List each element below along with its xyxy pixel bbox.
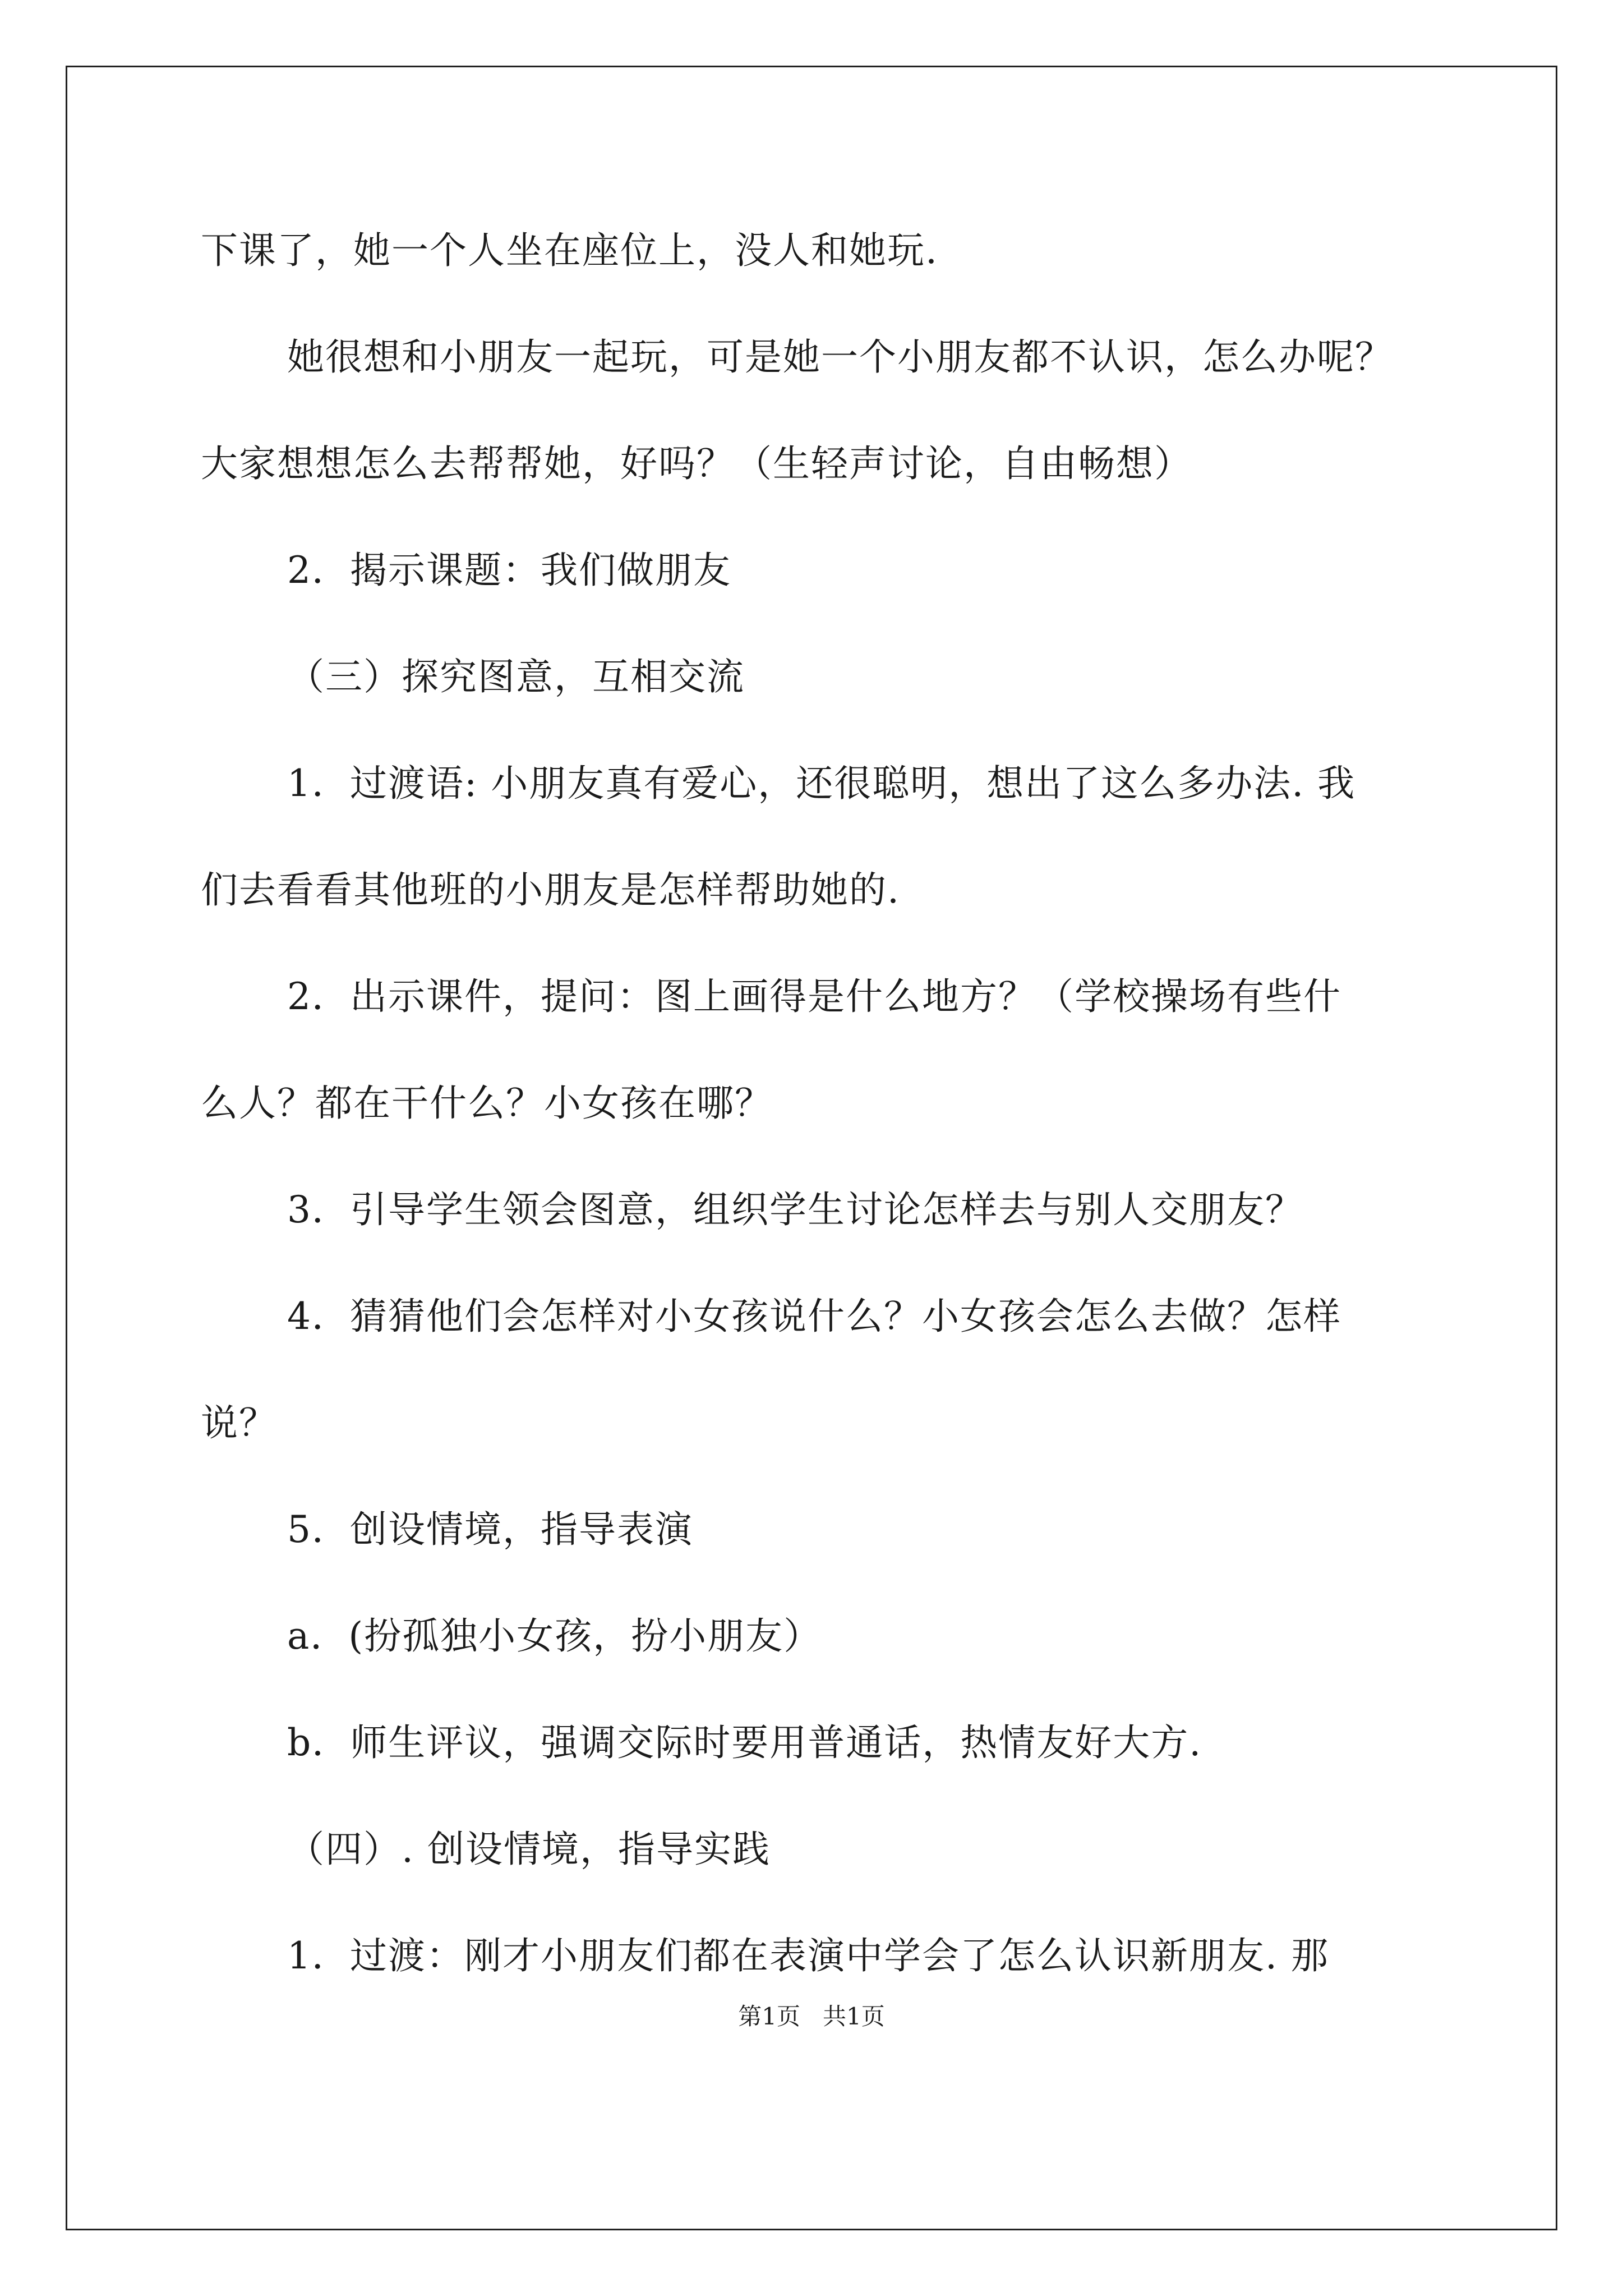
text-line-13: 5．创设情境，指导表演 [287,1508,693,1551]
text-line-10: 3．引导学生领会图意，组织学生讨论怎样去与别人交朋友？ [287,1188,1303,1231]
text-line-8: 2．出示课件，提问：图上画得是什么地方？（学校操场有些什 [287,975,1341,1018]
text-line-11: 4．猜猜他们会怎样对小女孩说什么？小女孩会怎么去做？怎样 [287,1295,1341,1338]
page-border [66,66,1557,2230]
text-line-9: 么人？都在干什么？小女孩在哪？ [201,1082,773,1125]
text-line-4: 2．揭示课题：我们做朋友 [287,549,731,592]
text-line-17: 1．过渡：刚才小朋友们都在表演中学会了怎么认识新朋友. 那 [287,1934,1329,1977]
text-line-16: （四）. 创设情境，指导实践 [287,1828,771,1871]
text-line-6: 1．过渡语: 小朋友真有爱心，还很聪明，想出了这么多办法. 我 [287,762,1356,805]
text-line-1: 下课了，她一个人坐在座位上，没人和她玩. [201,229,938,272]
text-line-12: 说？ [201,1401,277,1444]
text-line-15: b．师生评议，强调交际时要用普通话，热情友好大方. [287,1721,1202,1764]
text-line-3: 大家想想怎么去帮帮她，好吗？（生轻声讨论，自由畅想） [201,442,1192,485]
text-line-7: 们去看看其他班的小朋友是怎样帮助她的. [201,868,900,912]
page-footer: 第1页 共1页 [738,2003,885,2030]
text-line-2: 她很想和小朋友一起玩，可是她一个小朋友都不认识，怎么办呢？ [287,335,1393,379]
text-line-5: （三）探究图意，互相交流 [287,655,745,698]
text-line-14: a．(扮孤独小女孩，扮小朋友） [287,1614,822,1658]
